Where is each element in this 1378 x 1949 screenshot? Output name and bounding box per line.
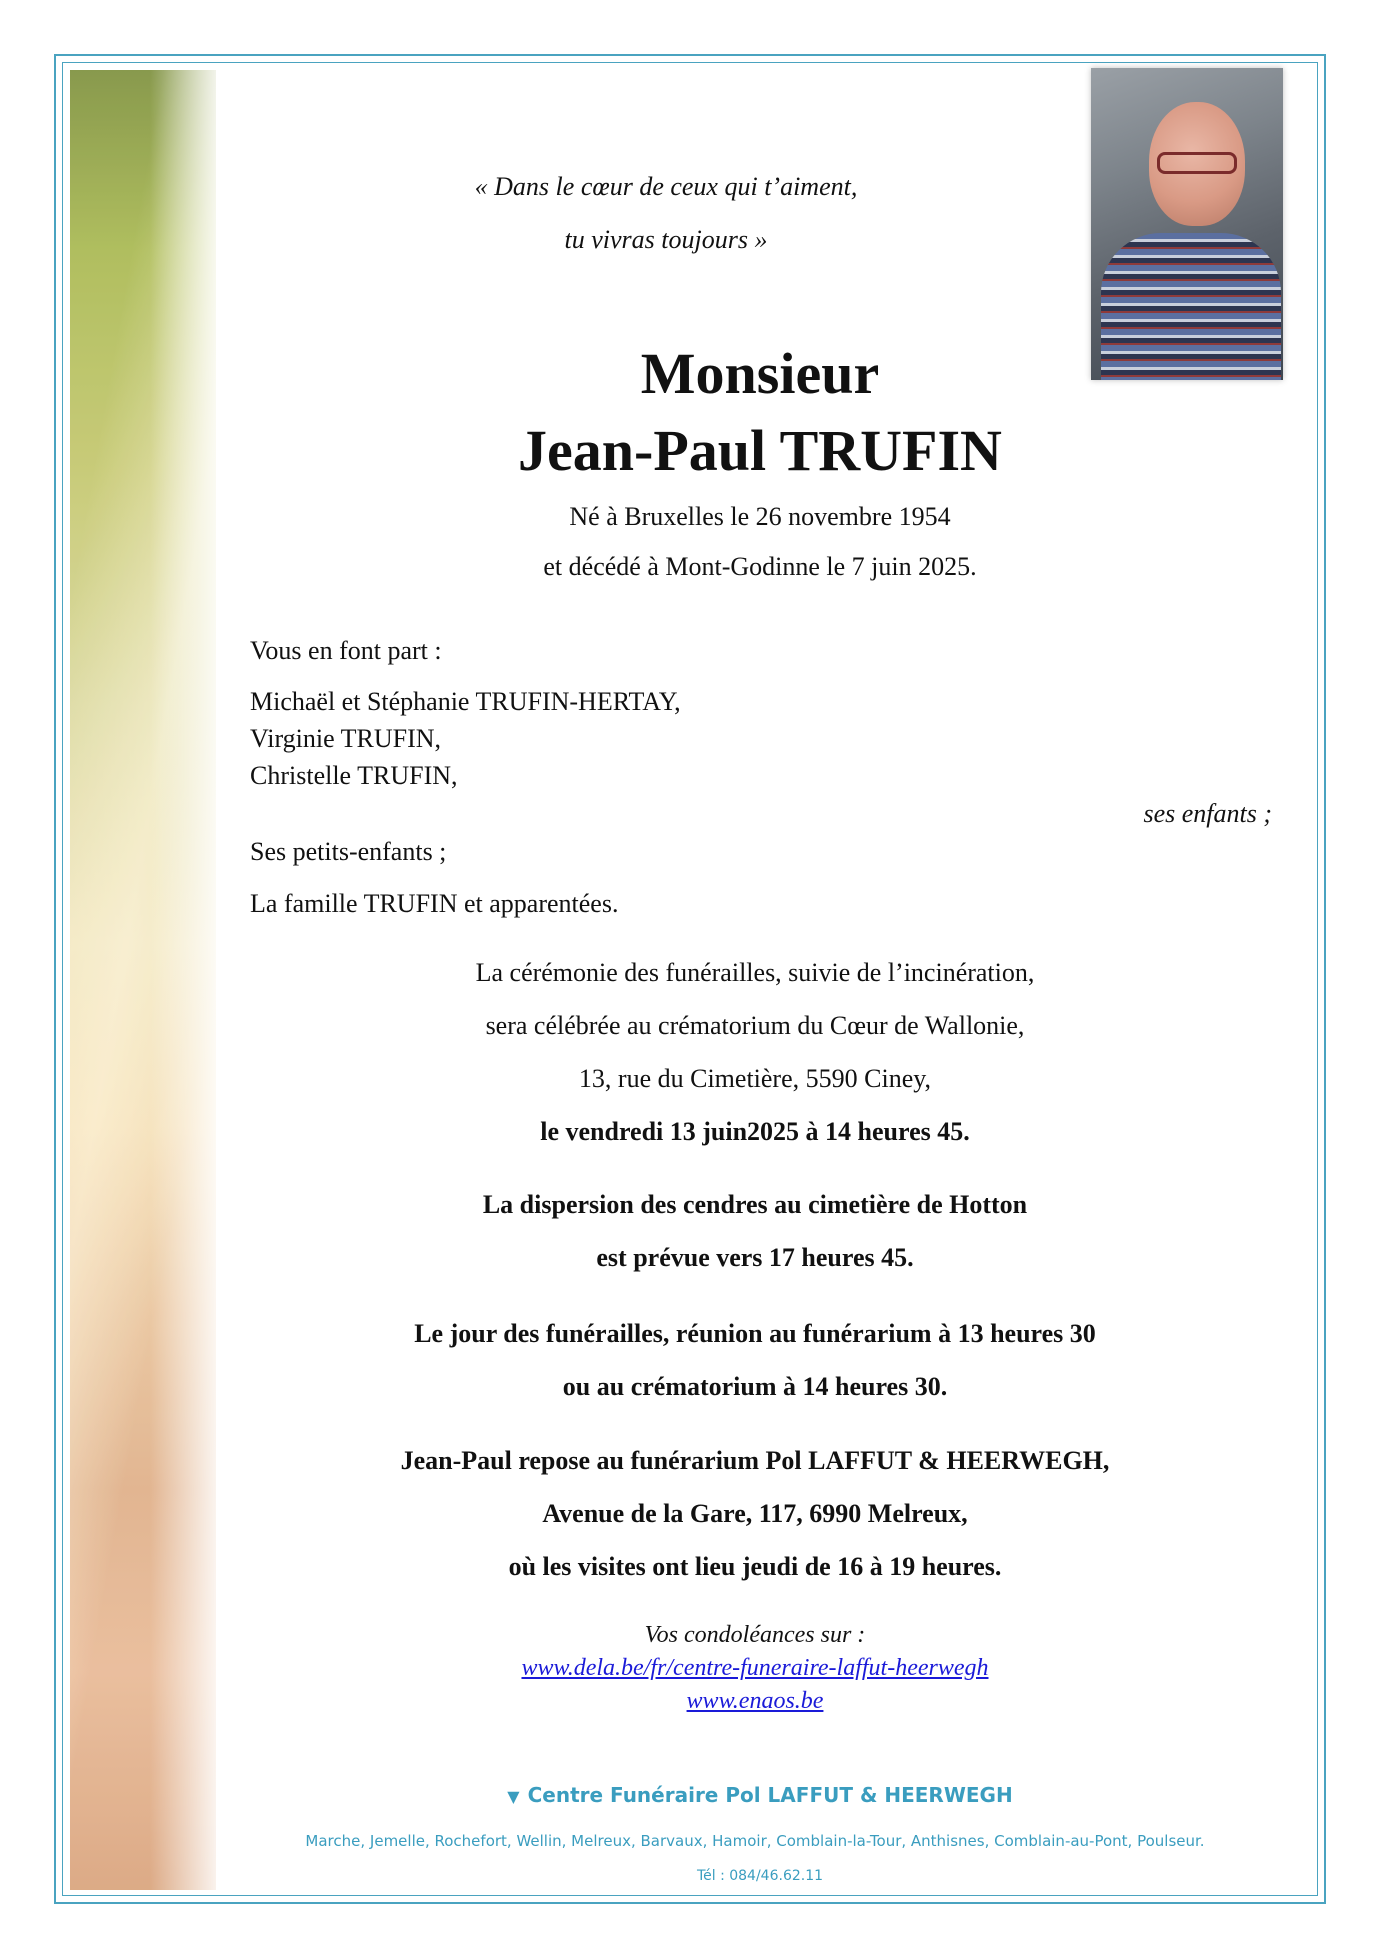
quote-line-2: tu vivras toujours » (564, 225, 768, 254)
dispersion-line-1: La dispersion des cendres au cimetière de Hotton (482, 1190, 1028, 1219)
ceremony-line-1: La cérémonie des funérailles, suivie de l’incinération, (475, 958, 1035, 987)
child-1: Michaël et Stéphanie TRUFIN-HERTAY, (250, 687, 681, 716)
forest-image-fade (150, 70, 216, 1890)
child-2: Virginie TRUFIN, (250, 724, 442, 753)
funeral-home-phone: Tél : 084/46.62.11 (696, 1868, 824, 1884)
funeral-home-title (380, 1783, 1140, 1807)
child-3: Christelle TRUFIN, (250, 761, 458, 790)
deceased-title: Monsieur (640, 341, 880, 406)
meeting-line-1: Le jour des funérailles, réunion au funérarium à 13 heures 30 (414, 1319, 1096, 1348)
death-info: et décédé à Mont-Godinne le 7 juin 2025. (543, 552, 977, 581)
ceremony-line-2: sera célébrée au crématorium du Cœur de Wallonie, (485, 1011, 1025, 1040)
visit-hours: où les visites ont lieu jeudi de 16 à 19 heures. (508, 1552, 1002, 1581)
portrait-glasses (1157, 152, 1237, 174)
rest-line-1: Jean-Paul repose au funérarium Pol LAFFUT & HEERWEGH, (400, 1446, 1110, 1475)
birth-info: Né à Bruxelles le 26 novembre 1954 (569, 502, 951, 531)
quote-line-1: « Dans le cœur de ceux qui t’aiment, (474, 172, 858, 201)
dispersion-line-2: est prévue vers 17 heures 45. (596, 1243, 914, 1272)
relatives: La famille TRUFIN et apparentées. (250, 889, 619, 918)
ceremony-address: 13, rue du Cimetière, 5590 Ciney, (578, 1064, 932, 1093)
funeral-home-name: Centre Funéraire Pol LAFFUT & HEERWEGH (527, 1783, 1013, 1807)
portrait-photo (1091, 68, 1283, 380)
deceased-name: Jean-Paul TRUFIN (518, 418, 1002, 483)
condolences-link-dela[interactable]: www.dela.be/fr/centre-funeraire-laffut-heerwegh (521, 1655, 989, 1681)
family-intro: Vous en font part : (250, 636, 442, 665)
funeral-home-towns: Marche, Jemelle, Rochefort, Wellin, Melreux, Barvaux, Hamoir, Comblain-la-Tour, Anthisnes, Comblain-au-Pont, Poulseur. (305, 1832, 1205, 1850)
condolences-link-enaos[interactable]: www.enaos.be (686, 1688, 824, 1714)
grandchildren: Ses petits-enfants ; (250, 837, 447, 866)
triangle-down-icon: ▼ (507, 1787, 520, 1806)
rest-address: Avenue de la Gare, 117, 6990 Melreux, (542, 1499, 968, 1528)
condolences-label: Vos condoléances sur : (644, 1622, 866, 1648)
children-label: ses enfants ; (1143, 799, 1272, 828)
ceremony-date: le vendredi 13 juin2025 à 14 heures 45. (540, 1117, 970, 1146)
meeting-line-2: ou au crématorium à 14 heures 30. (562, 1372, 948, 1401)
